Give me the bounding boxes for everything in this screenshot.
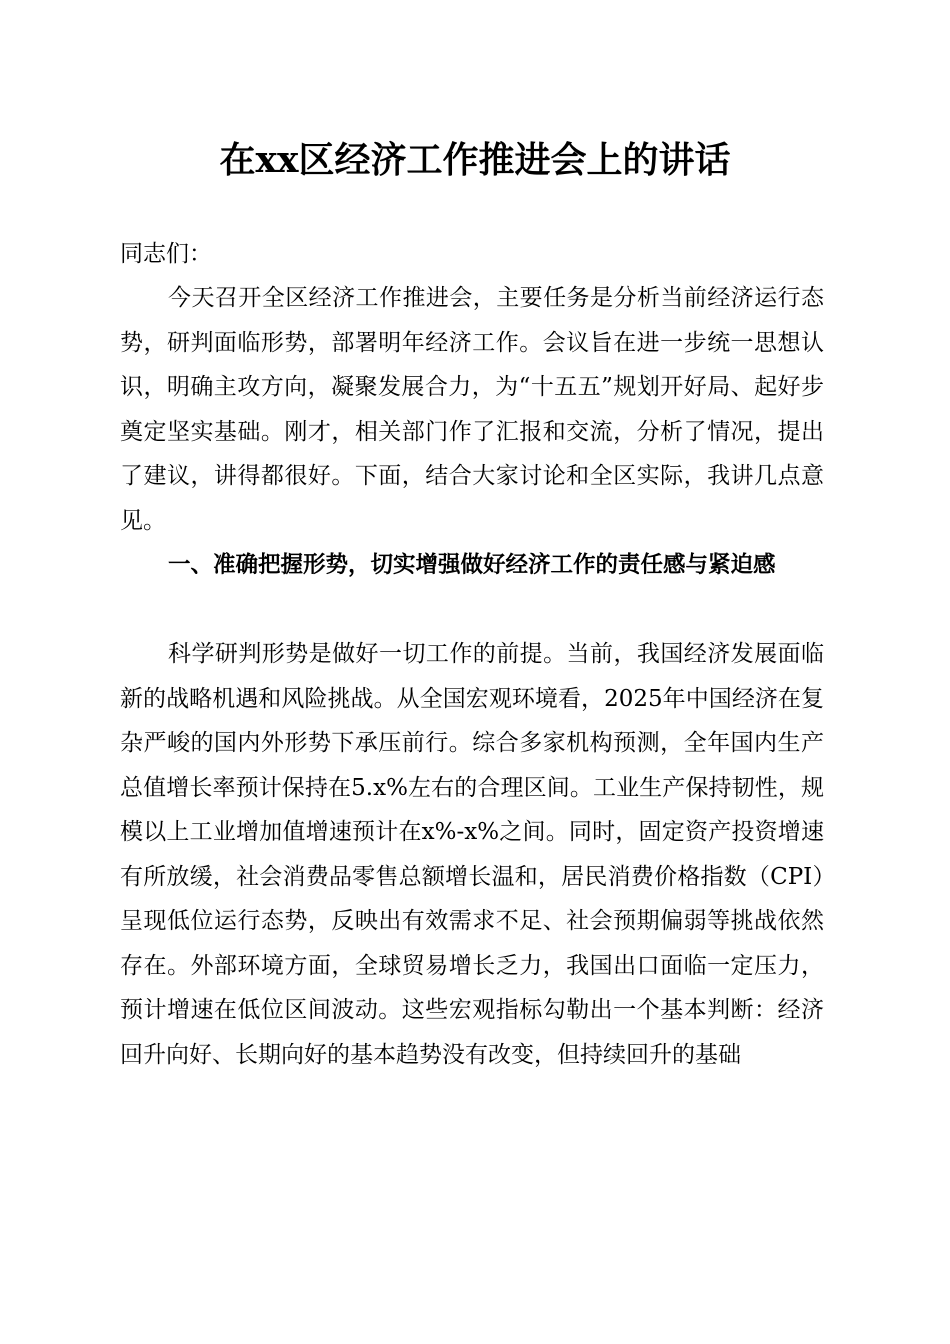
section-heading-1: 一、准确把握形势，切实增强做好经济工作的责任感与紧迫感	[168, 552, 776, 578]
section-1-paragraph: 科学研判形势是做好一切工作的前提。当前，我国经济发展面临新的战略机遇和风险挑战。从全国宏观环境看，2025年中国经济在复杂严峻的国内外形势下承压前行。综合多家机构预测，全年国内生产总值增长率预计保持在5.x%左右的合理区间。工业生产保持韧性，规模以上工业增加值增速预计在x%-x%之间。同时，固定资产投资增速有所放缓，社会消费品零售总额增长温和，居民消费价格指数（CPI）呈现低位运行态势，反映出有效需求不足、社会预期偏弱等挑战依然存在。外部环境方面，全球贸易增长乏力，我国出口面临一定压力，预计增速在低位区间波动。这些宏观指标勾勒出一个基本判断：经济回升向好、长期向好的基本趋势没有改变，但持续回升的基础	[120, 641, 824, 1068]
greeting: 同志们：	[120, 241, 212, 267]
document-title: 在xx区经济工作推进会上的讲话	[219, 139, 731, 181]
opening-paragraph: 今天召开全区经济工作推进会，主要任务是分析当前经济运行态势，研判面临形势，部署明年经济工作。会议旨在进一步统一思想认识，明确主攻方向，凝聚发展合力，为“十五五”规划开好局、起好步奠定坚实基础。刚才，相关部门作了汇报和交流，分析了情况，提出了建议，讲得都很好。下面，结合大家讨论和全区实际，我讲几点意见。	[120, 285, 824, 534]
